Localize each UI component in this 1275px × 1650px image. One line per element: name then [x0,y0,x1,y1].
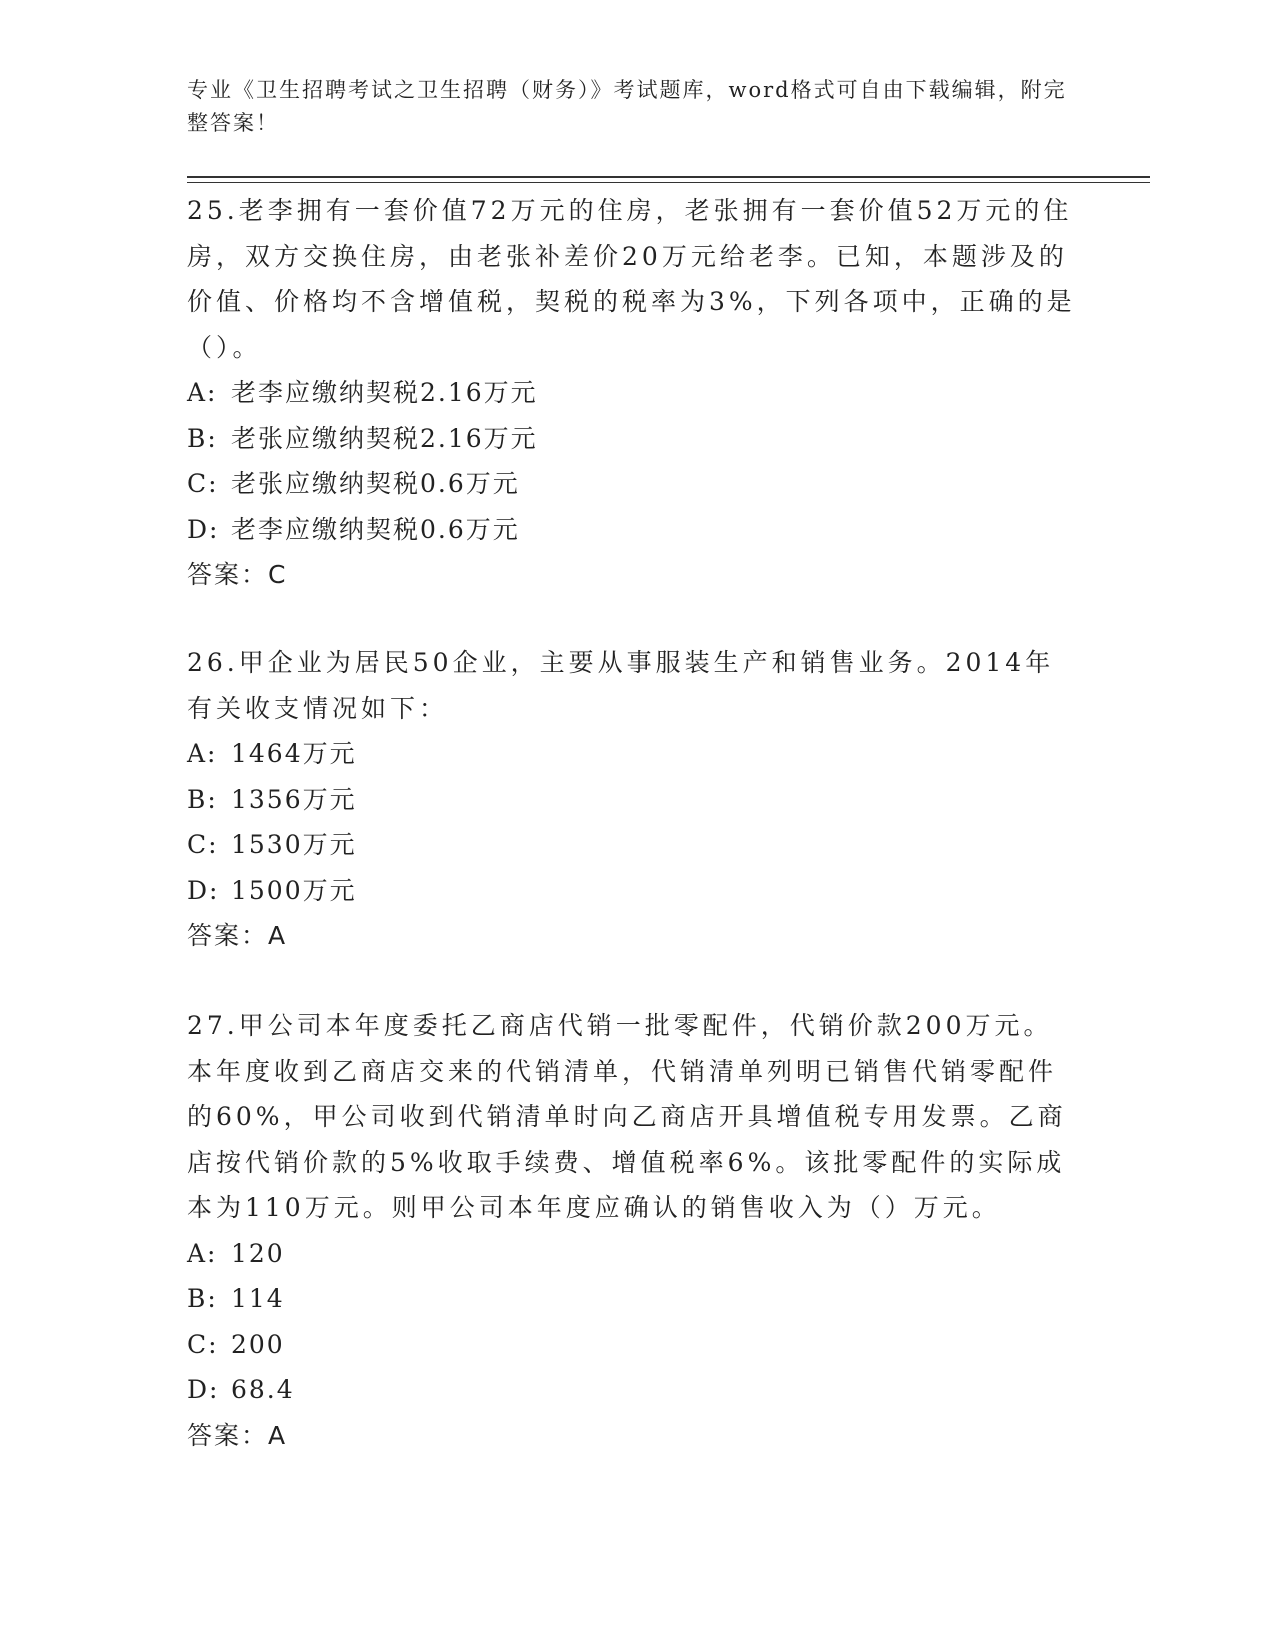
answer-label: 答案：A [187,921,288,950]
option-text: 120 [231,1238,285,1268]
option-key: A: [187,1238,218,1268]
document-header: 专业《卫生招聘考试之卫生招聘（财务）》考试题库，word格式可自由下载编辑，附完整答案！ [187,78,1067,135]
question-stem: 26.甲企业为居民50企业，主要从事服装生产和销售业务。2014年有关收支情况如下： [187,648,1055,723]
option-a [187,731,1077,777]
option-key: B: [187,423,218,453]
question-25 [187,188,1077,598]
option-key: B: [187,1284,218,1313]
option-d [187,507,1077,553]
answer-label: 答案：C [187,560,288,589]
option-a [187,370,1077,416]
option-text: 114 [231,1284,285,1313]
question-stem: 25.老李拥有一套价值72万元的住房，老张拥有一套价值52万元的住房，双方交换住房，由老张补差价20万元给老李。已知，本题涉及的价值、价格均不含增值税，契税的税率为3%，下列各项中，正确的是（）。 [187,196,1076,362]
answer-label: 答案：A [187,1420,288,1450]
question-stem: 27.甲公司本年度委托乙商店代销一批零配件，代销价款200万元。本年度收到乙商店交来的代销清单，代销清单列明已销售代销零配件的60%，甲公司收到代销清单时向乙商店开具增值税专用发票。乙商店按代销价款的5%收取手续费、增值税率6%。该批零配件的实际成本为110万元。则甲公司本年度应确认的销售收入为（）万元。 [187,1011,1067,1222]
option-key: A: [187,378,218,407]
option-text: 68.4 [231,1375,295,1404]
question-26 [187,640,1077,959]
option-b [187,777,1077,823]
option-d [187,1367,1077,1413]
option-d [187,868,1077,914]
question-27 [187,1003,1077,1458]
option-text: 1464万元 [231,739,357,768]
option-text: 1356万元 [231,784,357,814]
option-text: 1500万元 [231,875,357,905]
option-text: 老张应缴纳契税2.16万元 [231,423,538,453]
option-key: D: [187,514,220,544]
option-c [187,1322,1077,1368]
option-text: 老李应缴纳契税0.6万元 [231,514,520,544]
option-key: B: [187,784,218,814]
option-text: 老李应缴纳契税2.16万元 [231,378,538,407]
option-b [187,416,1077,462]
option-key: D: [187,1375,220,1404]
option-key: C: [187,469,219,498]
option-key: D: [187,875,220,905]
header-divider-thick [187,176,1150,178]
option-a [187,1231,1077,1277]
option-c [187,461,1077,507]
option-text: 200 [231,1329,285,1359]
option-text: 老张应缴纳契税0.6万元 [231,469,520,498]
option-b [187,1276,1077,1322]
option-key: C: [187,830,219,859]
option-key: A: [187,739,218,768]
header-divider-thin [187,182,1150,183]
option-text: 1530万元 [231,830,357,859]
option-key: C: [187,1329,219,1359]
option-c [187,822,1077,868]
